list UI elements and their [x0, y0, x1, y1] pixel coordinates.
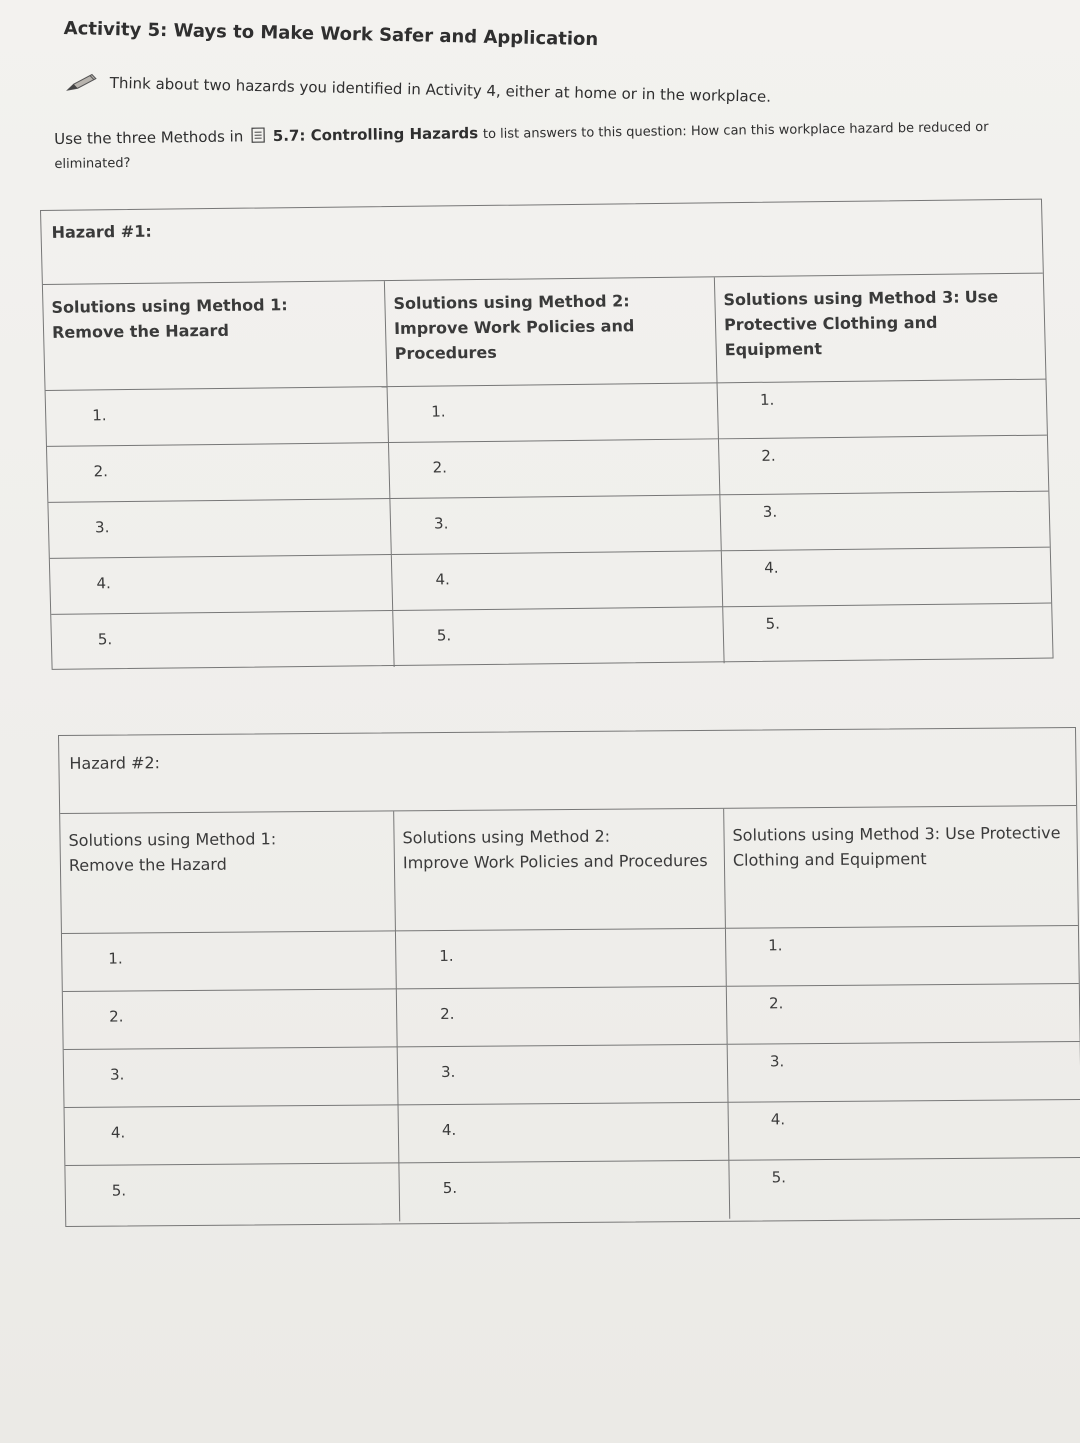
answer-cell[interactable]: 5.: [65, 1163, 400, 1224]
method-1-header: [60, 811, 396, 934]
hazard-table-1: [40, 199, 1054, 670]
answer-cell[interactable]: 5.: [393, 607, 724, 667]
answer-cell[interactable]: 1.: [46, 387, 389, 447]
method-2-name: Improve Work Policies and Procedures: [393, 316, 635, 363]
answer-cell[interactable]: 4.: [399, 1103, 730, 1164]
hazard-label[interactable]: Hazard #2:: [59, 728, 1076, 814]
answer-cell[interactable]: 1.: [396, 929, 727, 990]
question-rest: to list answers to this question: How can this workplace hazard be reduced or eliminated?: [54, 119, 989, 172]
question-text: [54, 115, 1005, 176]
answer-cell[interactable]: 4.: [50, 555, 393, 615]
method-3-label: Solutions using Method 3:: [723, 287, 960, 310]
answer-cell[interactable]: 2.: [727, 984, 1080, 1045]
answer-cell[interactable]: 4.: [722, 548, 1051, 608]
method-3-name: Use Protective Clothing and Equipment: [732, 823, 1061, 870]
method-1-name: Remove the Hazard: [68, 854, 227, 875]
method-1-label: Solutions using Method 1:: [51, 295, 288, 317]
answer-cell[interactable]: 5.: [771, 1168, 787, 1187]
question-prefix: Use the three Methods in: [54, 127, 244, 148]
method-3-header: [724, 806, 1078, 929]
answer-cell[interactable]: 2.: [719, 436, 1048, 496]
question-reference: 5.7: Controlling Hazards: [272, 124, 479, 145]
method-2-header: [394, 809, 726, 932]
answer-cell[interactable]: 3.: [728, 1042, 1080, 1103]
answer-cell[interactable]: 4.: [729, 1100, 1080, 1161]
answer-cell[interactable]: 2.: [397, 987, 728, 1048]
solutions-grid: [43, 274, 1053, 671]
method-3-name: Use Protective Clothing and Equipment: [723, 287, 999, 360]
method-2-header: [385, 277, 718, 387]
answer-cell[interactable]: 1.: [726, 926, 1079, 987]
method-1-name: Remove the Hazard: [51, 320, 230, 342]
pencil-icon: [66, 72, 98, 93]
answer-cell[interactable]: 3.: [48, 499, 391, 559]
solutions-grid: [60, 806, 1080, 1224]
answer-cell[interactable]: 2.: [63, 989, 398, 1050]
instruction-line: [66, 72, 772, 107]
method-3-label: Solutions using Method 3:: [732, 824, 941, 845]
method-1-header: [43, 281, 388, 391]
answer-cell[interactable]: 2.: [47, 443, 390, 503]
document-icon: [251, 127, 265, 143]
hazard-label[interactable]: Hazard #1:: [41, 200, 1043, 285]
answer-cell[interactable]: 1.: [388, 383, 719, 443]
answer-cell[interactable]: 5.: [399, 1161, 730, 1222]
answer-cell[interactable]: 3.: [720, 492, 1049, 552]
answer-cell[interactable]: 5.: [51, 611, 394, 671]
instruction-text: Think about two hazards you identified in Activity 4, either at home or in the workplace.: [109, 73, 772, 106]
answer-cell[interactable]: 5.: [765, 614, 781, 633]
method-3-header: [715, 274, 1046, 384]
method-1-label: Solutions using Method 1:: [68, 829, 277, 850]
answer-cell[interactable]: 3.: [64, 1047, 399, 1108]
method-2-label: Solutions using Method 2:: [402, 826, 611, 848]
hazard-table-2: [58, 727, 1080, 1227]
method-2-name: Improve Work Policies and Procedures: [402, 850, 708, 873]
answer-cell[interactable]: 4.: [65, 1105, 400, 1166]
answer-cell[interactable]: 1.: [62, 931, 397, 992]
answer-cell[interactable]: 3.: [390, 495, 721, 555]
activity-title: Activity 5: Ways to Make Work Safer and Application: [63, 18, 599, 51]
answer-cell[interactable]: 4.: [392, 551, 723, 611]
method-2-label: Solutions using Method 2:: [393, 291, 630, 313]
answer-cell[interactable]: 3.: [398, 1045, 729, 1106]
answer-cell[interactable]: 1.: [718, 380, 1047, 440]
answer-cell[interactable]: 2.: [389, 439, 720, 499]
